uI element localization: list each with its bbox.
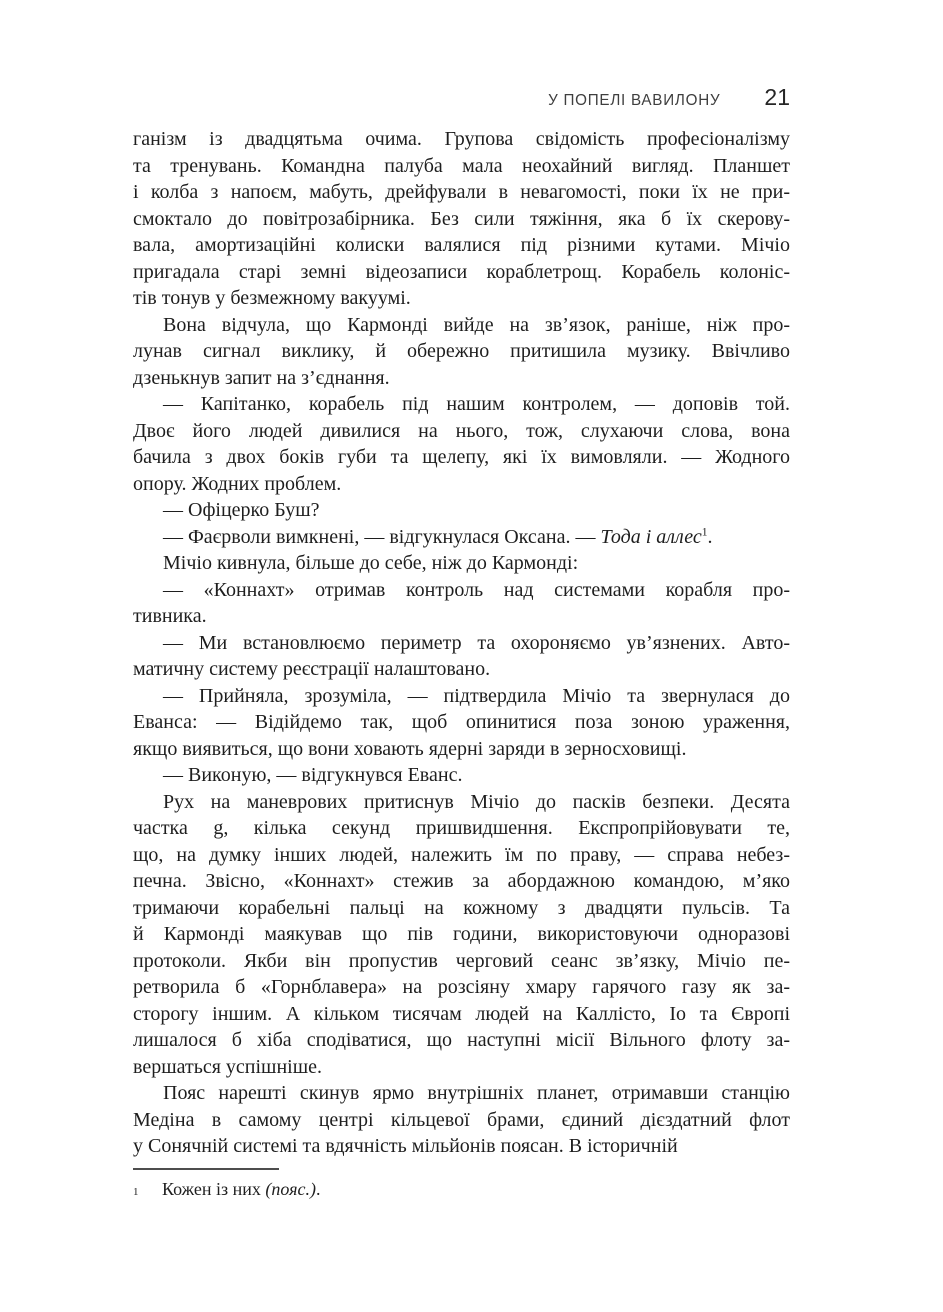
text-line: ретворила б «Горнблавера» на розсіяну хмару гарячого газу як за- (133, 976, 790, 998)
footnote-separator-rule (133, 1168, 279, 1170)
text-line: Двоє його людей дивилися на нього, тож, слухаючи слова, вона (133, 419, 790, 442)
paragraph (133, 550, 790, 577)
text-line: сторогу іншим. А кільком тисячам людей на Каллісто, Іо та Європі (133, 1002, 790, 1025)
text-line: Медіна в самому центрі кільцевої брами, єдиний дієздатний флот (133, 1108, 790, 1131)
paragraph (133, 1080, 790, 1160)
text-line: смоктало до повітрозабірника. Без сили тяжіння, яка б їх скерову- (133, 207, 790, 230)
page-body (133, 126, 790, 1160)
text-line: вала, амортизаційні колиски валялися під різними кутами. Мічіо (133, 234, 790, 256)
text-line: — Прийняла, зрозуміла, — підтвердила Мічіо та звернулася до (163, 684, 790, 707)
text-line: опору. Жодних проблем. (133, 472, 342, 495)
text-line: — Фаєрволи вимкнені, — відгукнулася Оксана. — Тода і аллес$^1$. (163, 524, 713, 548)
text-line: Рух на маневрових притиснув Мічіо до пасків безпеки. Десята (163, 790, 790, 813)
footnote (133, 1177, 790, 1204)
paragraph (133, 497, 790, 524)
paragraph (133, 391, 790, 497)
text-line: у Сонячній системі та вдячність мільйонів поясан. В історичній (133, 1135, 678, 1157)
text-line: й Кармонді маякував що пів години, використовуючи одноразові (133, 923, 790, 945)
text-line: лунав сигнал виклику, й обережно притишила музику. Ввічливо (133, 340, 790, 362)
text-line: — Офіцерко Буш? (163, 499, 320, 521)
footnote-reference: 1 (701, 524, 708, 538)
footnote-marker: 1 (133, 1186, 139, 1198)
running-header (133, 84, 790, 111)
text-line: вершаться успішніше. (133, 1055, 322, 1078)
paragraph (133, 577, 790, 630)
text-line: дзенькнув запит на з’єднання. (133, 366, 390, 389)
text-line: пригадала старі земні відеозаписи кораблетрощ. Корабель колоніс- (133, 260, 790, 283)
text-line: бачила з двох боків губи та щелепу, які їх вимовляли. — Жодного (133, 446, 790, 468)
running-head-title: У ПОПЕЛІ ВАВИЛОНУ (548, 92, 721, 109)
text-line: що, на думку інших людей, належить їм по праву, — справа небез- (133, 843, 790, 866)
text-line: Мічіо кивнула, більше до себе, ніж до Кармонді: (163, 552, 579, 574)
footnote-text: Кожен із них (пояс.). (162, 1179, 321, 1199)
paragraph (133, 789, 790, 1081)
text-line: і колба з напоєм, мабуть, дрейфували в невагомості, поки їх не при- (133, 181, 790, 203)
text-line: печна. Звісно, «Коннахт» стежив за абордажною командою, м’яко (133, 870, 790, 892)
text-line: тів тонув у безмежному вакуумі. (133, 287, 411, 309)
text-line: Вона відчула, що Кармонді вийде на зв’язок, раніше, ніж про- (163, 313, 790, 336)
text-line: частка g, кілька секунд пришвидшення. Експропрійовувати те, (133, 817, 790, 839)
text-line: — «Коннахт» отримав контроль над системами корабля про- (163, 578, 790, 601)
text-line: ганізм із двадцятьма очима. Групова свідомість професіоналізму (133, 128, 790, 150)
page-number: 21 (764, 84, 790, 110)
text-line: — Виконую, — відгукнувся Еванс. (163, 764, 463, 786)
paragraph (133, 312, 790, 392)
text-line: та тренувань. Командна палуба мала неохайний вигляд. Планшет (133, 154, 790, 177)
text-line: якщо виявиться, що вони ховають ядерні заряди в зерносховищі. (133, 737, 687, 760)
text-line: протоколи. Якби він пропустив черговий сеанс зв’язку, Мічіо пе- (133, 949, 790, 972)
text-line: Еванса: — Відійдемо так, щоб опинитися поза зоною ураження, (133, 711, 790, 733)
paragraph (133, 762, 790, 789)
paragraph (133, 524, 790, 551)
text-line: — Ми встановлюємо периметр та охороняємо ув’язнених. Авто- (163, 631, 790, 654)
footnote-block (133, 1168, 790, 1204)
text-line: тримаючи корабельні пальці на кожному з двадцяти пульсів. Та (133, 896, 790, 919)
text-line: лишалося б хіба сподіватися, що наступні місії Вільного флоту за- (133, 1029, 790, 1051)
text-line: матичну систему реєстрації налаштовано. (133, 658, 491, 680)
text-line: Пояс нарешті скинув ярмо внутрішніх планет, отримавши станцію (163, 1082, 790, 1104)
footnote-italic-text: (пояс.) (265, 1179, 316, 1199)
text-line: — Капітанко, корабель під нашим контролем, — доповів той. (163, 393, 790, 415)
paragraph (133, 126, 790, 312)
text-line: тивника. (133, 605, 207, 627)
paragraph (133, 630, 790, 683)
paragraph (133, 683, 790, 763)
